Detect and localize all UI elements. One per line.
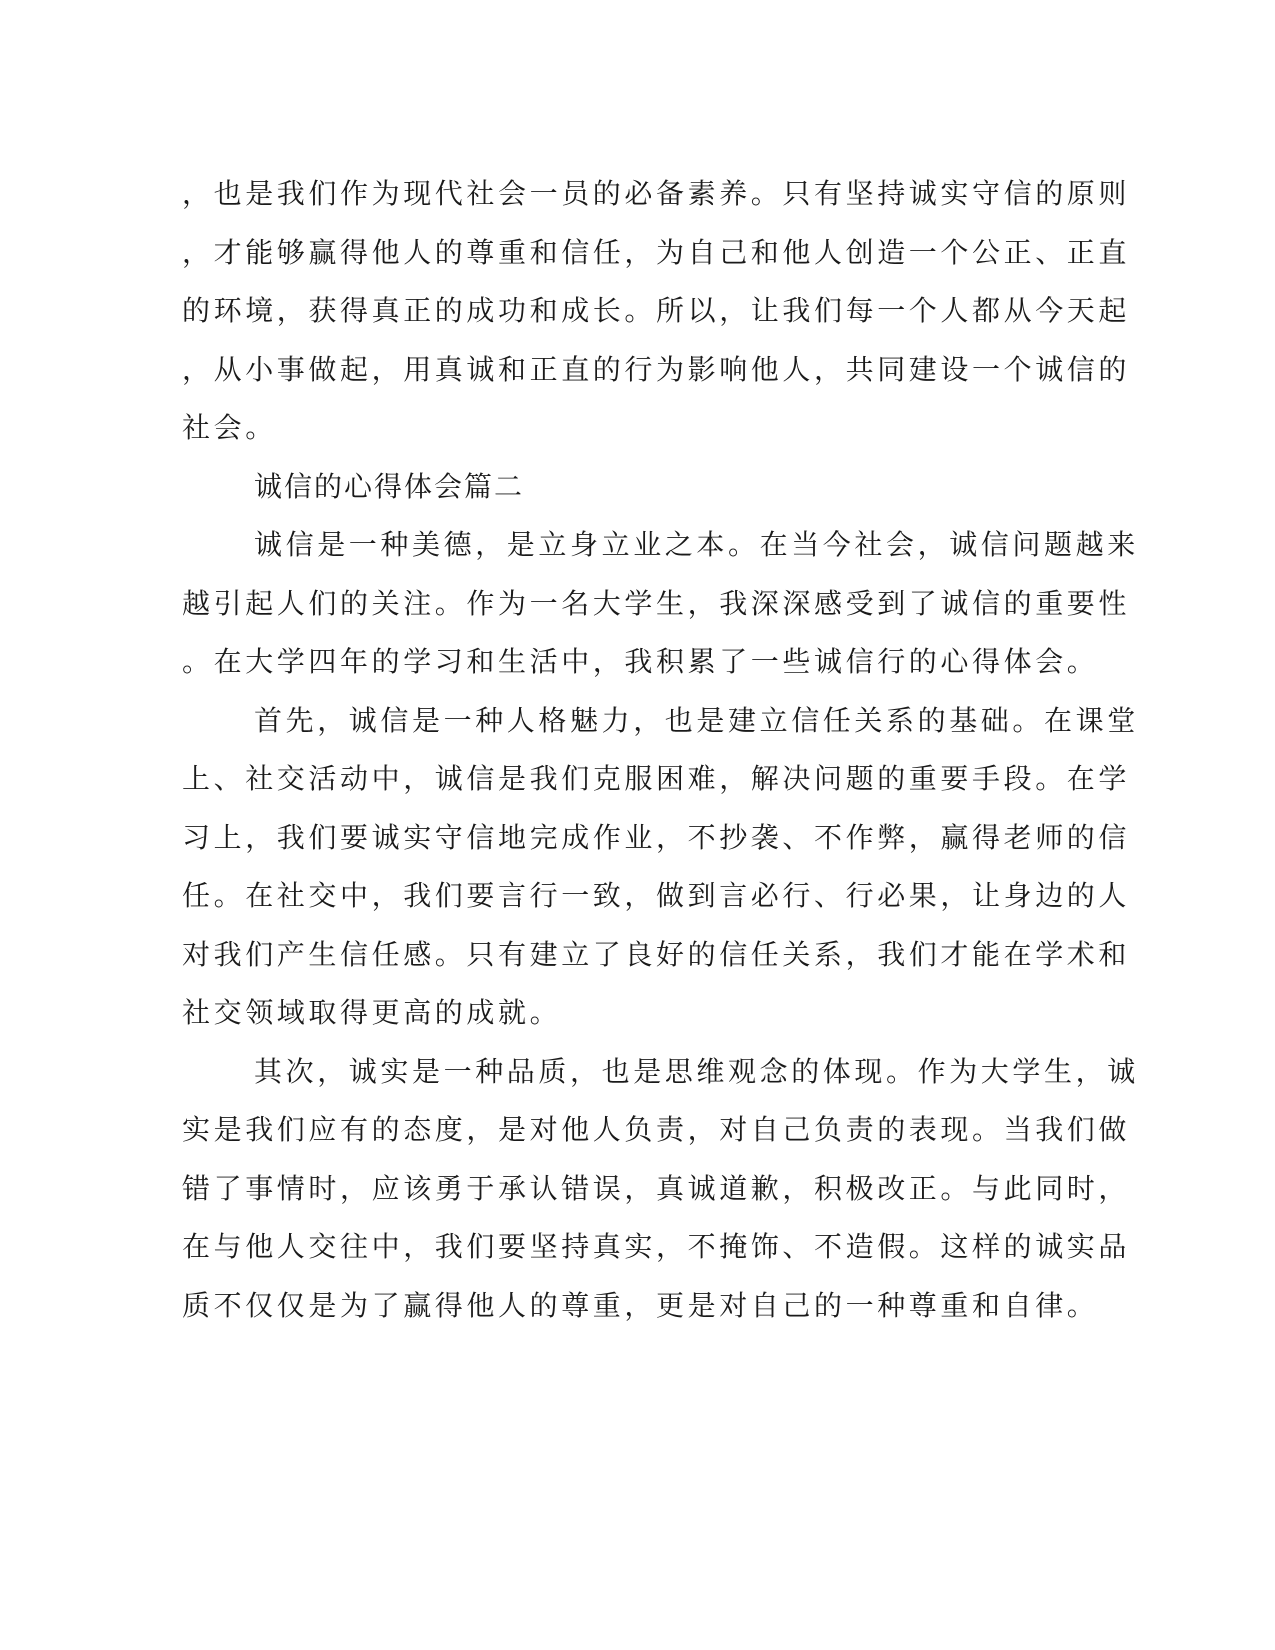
text-line: 任。在社交中，我们要言行一致，做到言必行、行必果，让身边的人 — [182, 879, 1131, 912]
text-line: 错了事情时，应该勇于承认错误，真诚道歉，积极改正。与此同时， — [182, 1171, 1131, 1205]
text-line: 在与他人交往中，我们要坚持真实，不掩饰、不造假。这样的诚实品 — [182, 1230, 1131, 1263]
text-line: 上、社交活动中，诚信是我们克服困难，解决问题的重要手段。在学 — [182, 762, 1131, 795]
text-line: 首先，诚信是一种人格魅力，也是建立信任关系的基础。在课堂 — [254, 703, 1139, 737]
text-line: 对我们产生信任感。只有建立了良好的信任关系，我们才能在学术和 — [182, 937, 1131, 971]
text-line: 社会。 — [182, 411, 277, 444]
text-line: 诚信是一种美德，是立身立业之本。在当今社会，诚信问题越来 — [254, 528, 1139, 561]
text-line: 习上，我们要诚实守信地完成作业，不抄袭、不作弊，赢得老师的信 — [182, 820, 1131, 854]
text-line: 实是我们应有的态度，是对他人负责，对自己负责的表现。当我们做 — [182, 1113, 1131, 1146]
text-line: ，从小事做起，用真诚和正直的行为影响他人，共同建设一个诚信的 — [182, 352, 1131, 386]
section-heading: 诚信的心得体会篇二 — [254, 469, 525, 503]
text-line: ，才能够赢得他人的尊重和信任，为自己和他人创造一个公正、正直 — [182, 235, 1131, 269]
text-line: 。在大学四年的学习和生活中，我积累了一些诚信行的心得体会。 — [182, 645, 1099, 678]
text-line: 社交领域取得更高的成就。 — [182, 996, 562, 1029]
text-line: 质不仅仅是为了赢得他人的尊重，更是对自己的一种尊重和自律。 — [182, 1288, 1099, 1322]
text-line: ，也是我们作为现代社会一员的必备素养。只有坚持诚实守信的原则 — [182, 177, 1131, 210]
text-line: 的环境，获得真正的成功和成长。所以，让我们每一个人都从今天起 — [182, 294, 1131, 327]
text-line: 越引起人们的关注。作为一名大学生，我深深感受到了诚信的重要性 — [182, 586, 1131, 620]
body-text — [182, 165, 1139, 1335]
text-line: 其次，诚实是一种品质，也是思维观念的体现。作为大学生，诚 — [254, 1054, 1139, 1088]
